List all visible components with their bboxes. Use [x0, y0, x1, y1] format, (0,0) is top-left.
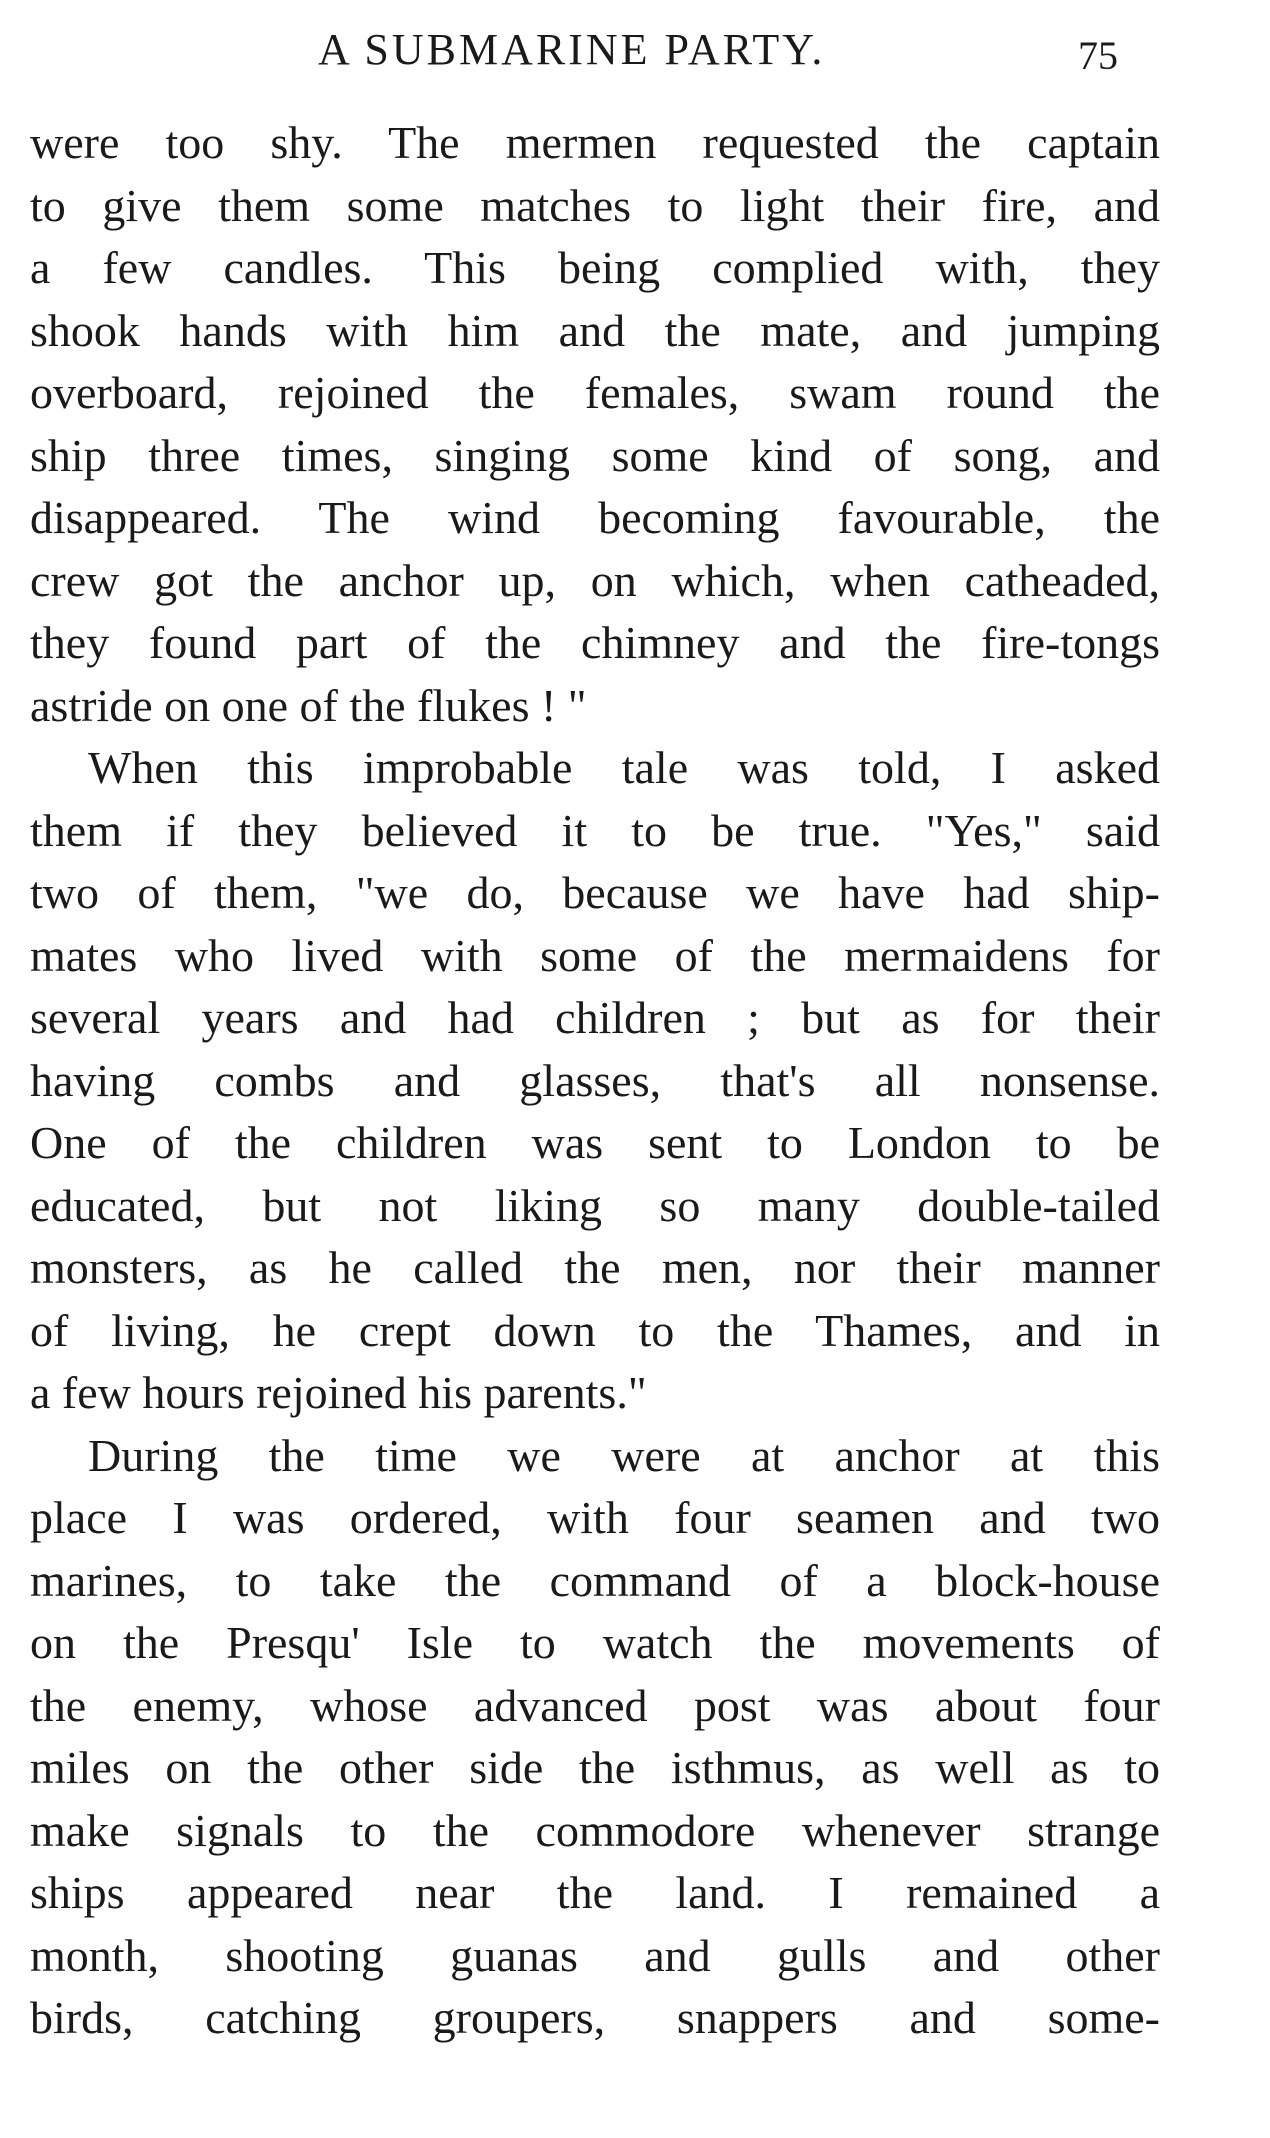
text-line: educated, but not liking so many double-tailed — [30, 1179, 1160, 1231]
text-line: miles on the other side the isthmus, as well as to — [30, 1742, 1160, 1793]
running-title: A SUBMARINE PARTY. — [318, 25, 826, 74]
text-line: on the Presqu' Isle to watch the movements of — [30, 1617, 1160, 1668]
text-line: When this improbable tale was told, I asked — [88, 742, 1160, 793]
text-line: birds, catching groupers, snappers and some- — [30, 1992, 1160, 2043]
text-line: ship three times, singing some kind of song, and — [30, 429, 1160, 481]
text-line: place I was ordered, with four seamen and two — [30, 1492, 1160, 1543]
text-line: they found part of the chimney and the fire-tongs — [30, 617, 1160, 668]
text-line: During the time we were at anchor at this — [88, 1429, 1160, 1481]
text-line: them if they believed it to be true. "Yes," said — [30, 804, 1160, 856]
text-line: of living, he crept down to the Thames, and in — [30, 1304, 1160, 1356]
text-line: monsters, as he called the men, nor their manner — [30, 1242, 1160, 1293]
text-line: One of the children was sent to London to be — [30, 1117, 1160, 1168]
running-head — [0, 18, 1270, 78]
text-line: overboard, rejoined the females, swam round the — [30, 367, 1160, 418]
text-line: month, shooting guanas and gulls and other — [30, 1929, 1160, 1981]
text-line: make signals to the commodore whenever strange — [30, 1804, 1160, 1856]
text-line: several years and had children ; but as for their — [30, 992, 1160, 1043]
text-line: astride on one of the flukes ! " — [30, 679, 587, 731]
text-line: ships appeared near the land. I remained a — [30, 1867, 1160, 1918]
text-line: a few candles. This being complied with, they — [30, 242, 1160, 293]
paragraph — [30, 1425, 1160, 2050]
text-line: disappeared. The wind becoming favourable, the — [30, 492, 1160, 543]
text-line: mates who lived with some of the mermaidens for — [30, 929, 1160, 981]
text-line: marines, to take the command of a block-house — [30, 1554, 1160, 1606]
page-number: 75 — [1078, 33, 1118, 78]
text-line: the enemy, whose advanced post was about four — [30, 1679, 1160, 1731]
text-line: having combs and glasses, that's all nonsense. — [30, 1054, 1160, 1106]
text-line: to give them some matches to light their fire, and — [30, 179, 1160, 231]
text-line: were too shy. The mermen requested the captain — [30, 117, 1160, 168]
text-line: crew got the anchor up, on which, when catheaded, — [30, 554, 1160, 606]
text-line: shook hands with him and the mate, and jumping — [30, 304, 1160, 356]
paragraph — [30, 112, 1160, 737]
text-line: a few hours rejoined his parents." — [30, 1367, 647, 1418]
text-body — [30, 112, 1160, 2050]
paragraph — [30, 737, 1160, 1425]
text-line: two of them, "we do, because we have had ship- — [30, 867, 1160, 918]
